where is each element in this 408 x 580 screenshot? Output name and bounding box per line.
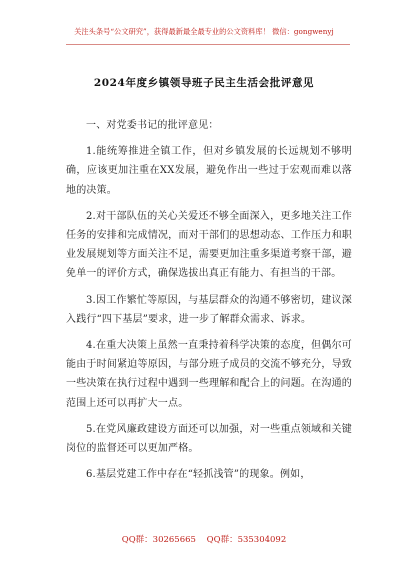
paragraph-1: 1.能统筹推进全镇工作，但对乡镇发展的长远规划不够明确，应该更加注重在XX发展，避免作出一些过于宏观而难以落地的决策。	[66, 146, 352, 196]
footer-contact	[0, 533, 408, 545]
paragraph-4: 4.在重大决策上虽然一直秉持着科学决策的态度，但偶尔可能由于时间紧迫等原因，与部分班子成员的交流不够充分，导致一些决策在执行过程中遇到一些理解和配合上的问题。在沟通的范围上还可以再扩大一点。	[66, 340, 352, 409]
paragraph-2: 2.对干部队伍的关心关爱还不够全面深入，更多地关注工作任务的安排和完成情况，而对干部们的思想动态、工作压力和职业发展规划等方面关注不足，需要更加注重多渠道考察干部，避免单一的评价方式，确保选拔出真正有能力、有担当的干部。	[66, 210, 352, 280]
section-heading: 一、对党委书记的批评意见：	[86, 120, 219, 131]
paragraph-5: 5.在党风廉政建设方面还可以加强，对一些重点领域和关键岗位的监督还可以更加严格。	[66, 423, 352, 455]
top-banner: 关注头条号“公文研究”，获得最新最全最专业的公文资料库！ 微信：gongwenyj	[74, 27, 334, 36]
document-body	[66, 116, 352, 491]
qq-group-2: QQ群：535304092	[206, 535, 287, 545]
banner-divider	[66, 44, 350, 45]
qq-group-1: QQ群：30265665	[121, 535, 196, 545]
paragraph-6: 6.基层党建工作中存在“轻抓浅管”的现象。例如，	[86, 469, 311, 481]
paragraph-3: 3.因工作繁忙等原因，与基层群众的沟通不够密切，建议深入践行“四下基层”要求，进一步了解群众需求、诉求。	[66, 294, 352, 325]
document-title: 2024年度乡镇领导班子民主生活会批评意见	[93, 77, 315, 89]
